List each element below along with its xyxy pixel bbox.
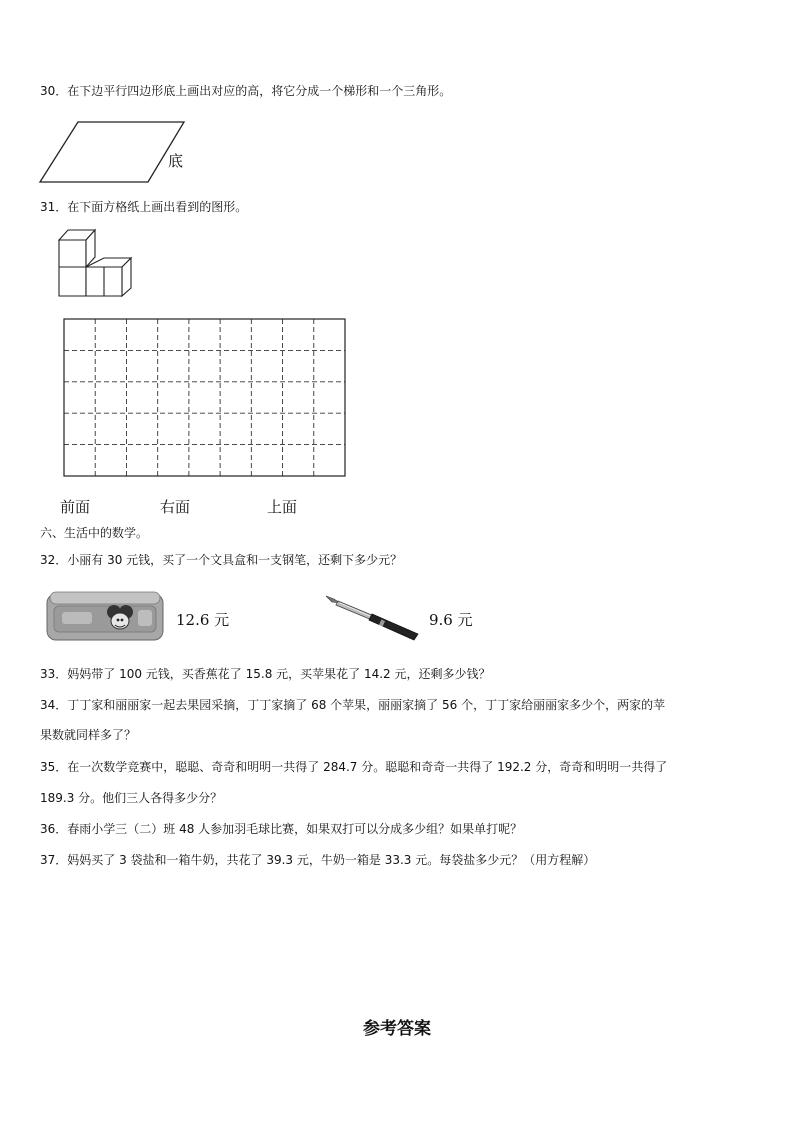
question-30: 30．在下边平行四边形底上画出对应的高，将它分成一个梯形和一个三角形。 [40, 84, 452, 98]
fountain-pen-icon [322, 590, 422, 642]
pen-price: 9.6 元 [429, 611, 473, 629]
pencil-case-price: 12.6 元 [176, 611, 230, 629]
pencil-case-icon [44, 588, 166, 646]
answer-section-title: 参考答案 [363, 1019, 431, 1039]
question-31: 31．在下面方格纸上画出看到的图形。 [40, 200, 248, 214]
cube-stack-figure [56, 226, 140, 300]
view-label-front: 前面 [60, 498, 91, 516]
question-33: 33．妈妈带了 100 元钱，买香蕉花了 15.8 元，买苹果花了 14.2 元，还剩多少钱？ [40, 667, 491, 681]
question-34-line-2: 果数就同样多了？ [40, 728, 137, 742]
grid-paper [62, 317, 348, 479]
section-6-heading: 六、生活中的数学。 [40, 526, 149, 540]
question-35-line-1: 35．在一次数学竞赛中，聪聪、奇奇和明明一共得了 284.7 分。聪聪和奇奇一共得了 192.2 分，奇奇和明明一共得了 [40, 760, 668, 774]
base-label: 底 [168, 152, 184, 170]
view-label-top: 上面 [267, 498, 298, 516]
question-32: 32．小丽有 30 元钱，买了一个文具盒和一支钢笔，还剩下多少元？ [40, 553, 403, 567]
view-label-right: 右面 [160, 498, 191, 516]
question-37: 37．妈妈买了 3 袋盐和一箱牛奶，共花了 39.3 元，牛奶一箱是 33.3 元。每袋盐多少元？（用方程解） [40, 853, 596, 867]
question-34-line-1: 34．丁丁家和丽丽家一起去果园采摘，丁丁家摘了 68 个苹果，丽丽家摘了 56 个，丁丁家给丽丽家多少个，两家的苹 [40, 698, 666, 712]
question-35-line-2: 189.3 分。他们三人各得多少分？ [40, 791, 223, 805]
question-36: 36．春雨小学三（二）班 48 人参加羽毛球比赛，如果双打可以分成多少组？如果单打呢？ [40, 822, 523, 836]
